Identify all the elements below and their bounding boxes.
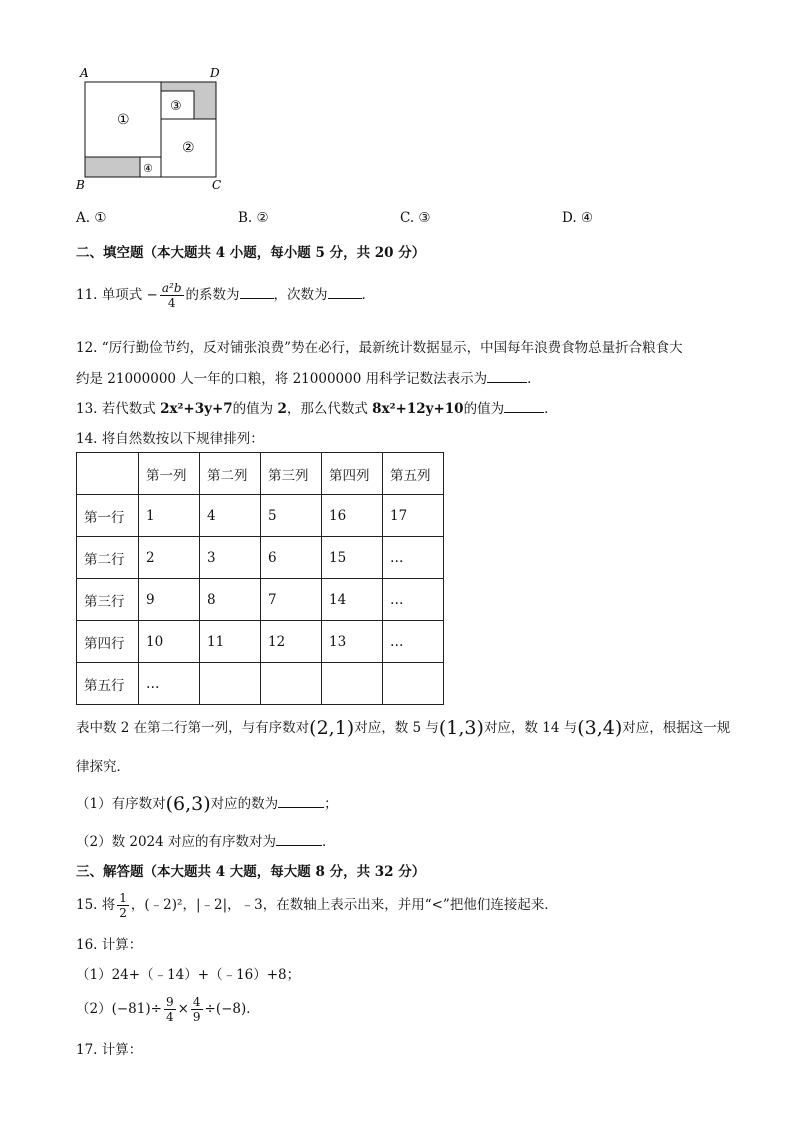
q13-prefix: 13. 若代数式 <box>76 401 156 417</box>
q11-mid2: ，次数为 <box>273 287 328 303</box>
table-header-row <box>77 453 444 495</box>
table-row <box>77 663 444 705</box>
table-cell: 15 <box>322 537 383 579</box>
q16-sub2-a: （2）(−81)÷ <box>76 1001 162 1017</box>
table-cell <box>77 453 139 495</box>
section3-title: 三、解答题（本大题共 4 大题，每大题 8 分，共 32 分） <box>76 864 426 880</box>
q16-fraction-2-numerator: 4 <box>192 995 201 1009</box>
q14-desc-d: 对应，根据这一规 <box>622 720 731 736</box>
q14-pair-3: (3,4) <box>577 717 623 739</box>
q16-sub2 <box>76 992 260 1026</box>
q16-fraction-1-denominator: 4 <box>165 1010 174 1024</box>
q16-fraction-2 <box>191 995 203 1024</box>
q16-fraction-1-numerator: 9 <box>165 995 174 1009</box>
option-c: C. ③ <box>400 210 431 226</box>
q13-blank[interactable] <box>504 400 544 413</box>
table-cell: 10 <box>139 621 200 663</box>
table-cell: 16 <box>322 495 383 537</box>
option-a: A. ① <box>76 210 107 226</box>
table-cell: 第三列 <box>261 453 322 495</box>
q15-fraction <box>117 891 129 920</box>
table-cell: … <box>139 663 200 705</box>
q11-mid: 的系数为 <box>185 287 240 303</box>
table-cell: 第一行 <box>77 495 139 537</box>
q14-sub2-end: ． <box>322 834 336 850</box>
q15-fraction-denominator: 2 <box>119 906 127 920</box>
q14-sub1 <box>76 792 338 815</box>
q16-times: × <box>177 1001 189 1017</box>
corner-label-a: A <box>80 66 89 80</box>
question-11 <box>76 277 375 313</box>
q13-val: 2 <box>277 401 287 417</box>
table-cell <box>200 663 261 705</box>
table-cell <box>261 663 322 705</box>
table-cell: 第一列 <box>139 453 200 495</box>
table-cell: 第二列 <box>200 453 261 495</box>
q15-prefix: 15. 将 <box>76 897 116 913</box>
corner-label-c: C <box>212 178 222 192</box>
region-label-3: ③ <box>170 99 182 114</box>
q15-rest: ，(﹣2)²，|﹣2|，﹣3，在数轴上表示出来，并用“<”把他们连接起来． <box>130 897 558 913</box>
q14-sub2-a: （2）数 2024 对应的有序数对为 <box>76 834 277 850</box>
table-cell: … <box>383 621 444 663</box>
q14-intro: 14. 将自然数按以下规律排列： <box>76 431 264 447</box>
q11-blank-1[interactable] <box>240 286 274 299</box>
q13-expr2: 8x²+12y+10 <box>372 401 464 417</box>
q16-sub2-b: ÷(−8)． <box>204 1001 260 1017</box>
q11-end: ． <box>361 287 376 303</box>
table-cell: 1 <box>139 495 200 537</box>
q12-end: ． <box>527 371 541 387</box>
table-cell: 13 <box>322 621 383 663</box>
q14-pair-1: (2,1) <box>309 717 355 739</box>
q11-fraction-numerator: a²b <box>161 281 182 295</box>
table-cell: 8 <box>200 579 261 621</box>
q14-desc-line2: 律探究． <box>76 759 130 775</box>
region-label-4: ④ <box>143 162 153 175</box>
corner-label-b: B <box>76 178 85 192</box>
table-cell: 12 <box>261 621 322 663</box>
table-cell: 第四列 <box>322 453 383 495</box>
region-label-2: ② <box>182 140 195 156</box>
table-cell: 第四行 <box>77 621 139 663</box>
table-cell: 3 <box>200 537 261 579</box>
q14-sub1-end: ； <box>324 796 338 812</box>
q16-fraction-2-denominator: 9 <box>192 1010 201 1024</box>
table-row <box>77 537 444 579</box>
q14-desc-c: 对应，数 14 与 <box>483 720 578 736</box>
q11-fraction-denominator: 4 <box>167 296 176 310</box>
table-cell: 4 <box>200 495 261 537</box>
q13-end: ． <box>544 401 558 417</box>
table-row <box>77 495 444 537</box>
q12-line2-text: 约是 21000000 人一年的口粮，将 21000000 用科学记数法表示为 <box>76 371 488 387</box>
table-cell: 第五列 <box>383 453 444 495</box>
q14-sub1-pair: (6,3) <box>165 793 211 815</box>
table-cell: 第三行 <box>77 579 139 621</box>
q14-sub2-blank[interactable] <box>276 833 322 846</box>
table-cell: 11 <box>200 621 261 663</box>
table-cell: 第五行 <box>77 663 139 705</box>
q16-fraction-1 <box>164 995 176 1024</box>
table-cell: 9 <box>139 579 200 621</box>
corner-label-d: D <box>210 66 220 80</box>
section2-title: 二、填空题（本大题共 4 小题，每小题 5 分，共 20 分） <box>76 245 426 261</box>
q14-description <box>76 716 730 739</box>
table-cell: 2 <box>139 537 200 579</box>
q14-sub2 <box>76 830 336 850</box>
q13-mid: 的值为 <box>232 401 274 417</box>
table-cell <box>383 663 444 705</box>
q16-intro: 16. 计算： <box>76 937 143 953</box>
table-cell: 7 <box>261 579 322 621</box>
q12-line1: 12. “厉行勤俭节约，反对铺张浪费”势在必行，最新统计数据显示，中国每年浪费食物总量折合粮食大 <box>76 340 683 356</box>
rectangle-figure <box>70 62 240 196</box>
q14-desc-b: 对应，数 5 与 <box>354 720 439 736</box>
table-cell: … <box>383 537 444 579</box>
option-b: B. ② <box>238 210 269 226</box>
q11-blank-2[interactable] <box>328 286 362 299</box>
table-cell: … <box>383 579 444 621</box>
option-d: D. ④ <box>562 210 594 226</box>
q13-mid2: ，那么代数式 <box>286 401 368 417</box>
q14-desc-a: 表中数 2 在第二行第一列，与有序数对 <box>76 720 310 736</box>
table-row <box>77 579 444 621</box>
shaded-region-bottom <box>85 157 140 177</box>
q14-sub1-b: 对应的数为 <box>210 796 279 812</box>
table-cell: 第二行 <box>77 537 139 579</box>
question-13 <box>76 397 558 417</box>
q14-pair-2: (1,3) <box>438 717 484 739</box>
table-cell: 14 <box>322 579 383 621</box>
q11-prefix: 11. 单项式 − <box>76 287 158 303</box>
table-row <box>77 621 444 663</box>
table-cell: 17 <box>383 495 444 537</box>
q16-sub1: （1）24+（﹣14）+（﹣16）+8； <box>76 967 301 983</box>
q12-line2 <box>76 367 541 387</box>
q12-blank[interactable] <box>487 370 527 383</box>
q15-fraction-numerator: 1 <box>119 891 127 905</box>
region-label-1: ① <box>117 112 130 128</box>
q14-sub1-a: （1）有序数对 <box>76 796 166 812</box>
q14-table <box>76 452 444 705</box>
question-15 <box>76 888 558 922</box>
q14-sub1-blank[interactable] <box>278 795 324 808</box>
q13-expr1: 2x²+3y+7 <box>160 401 233 417</box>
q17-intro: 17. 计算： <box>76 1042 143 1058</box>
q13-mid3: 的值为 <box>463 401 505 417</box>
table-cell: 5 <box>261 495 322 537</box>
table-cell: 6 <box>261 537 322 579</box>
q11-fraction <box>160 281 184 310</box>
table-cell <box>322 663 383 705</box>
